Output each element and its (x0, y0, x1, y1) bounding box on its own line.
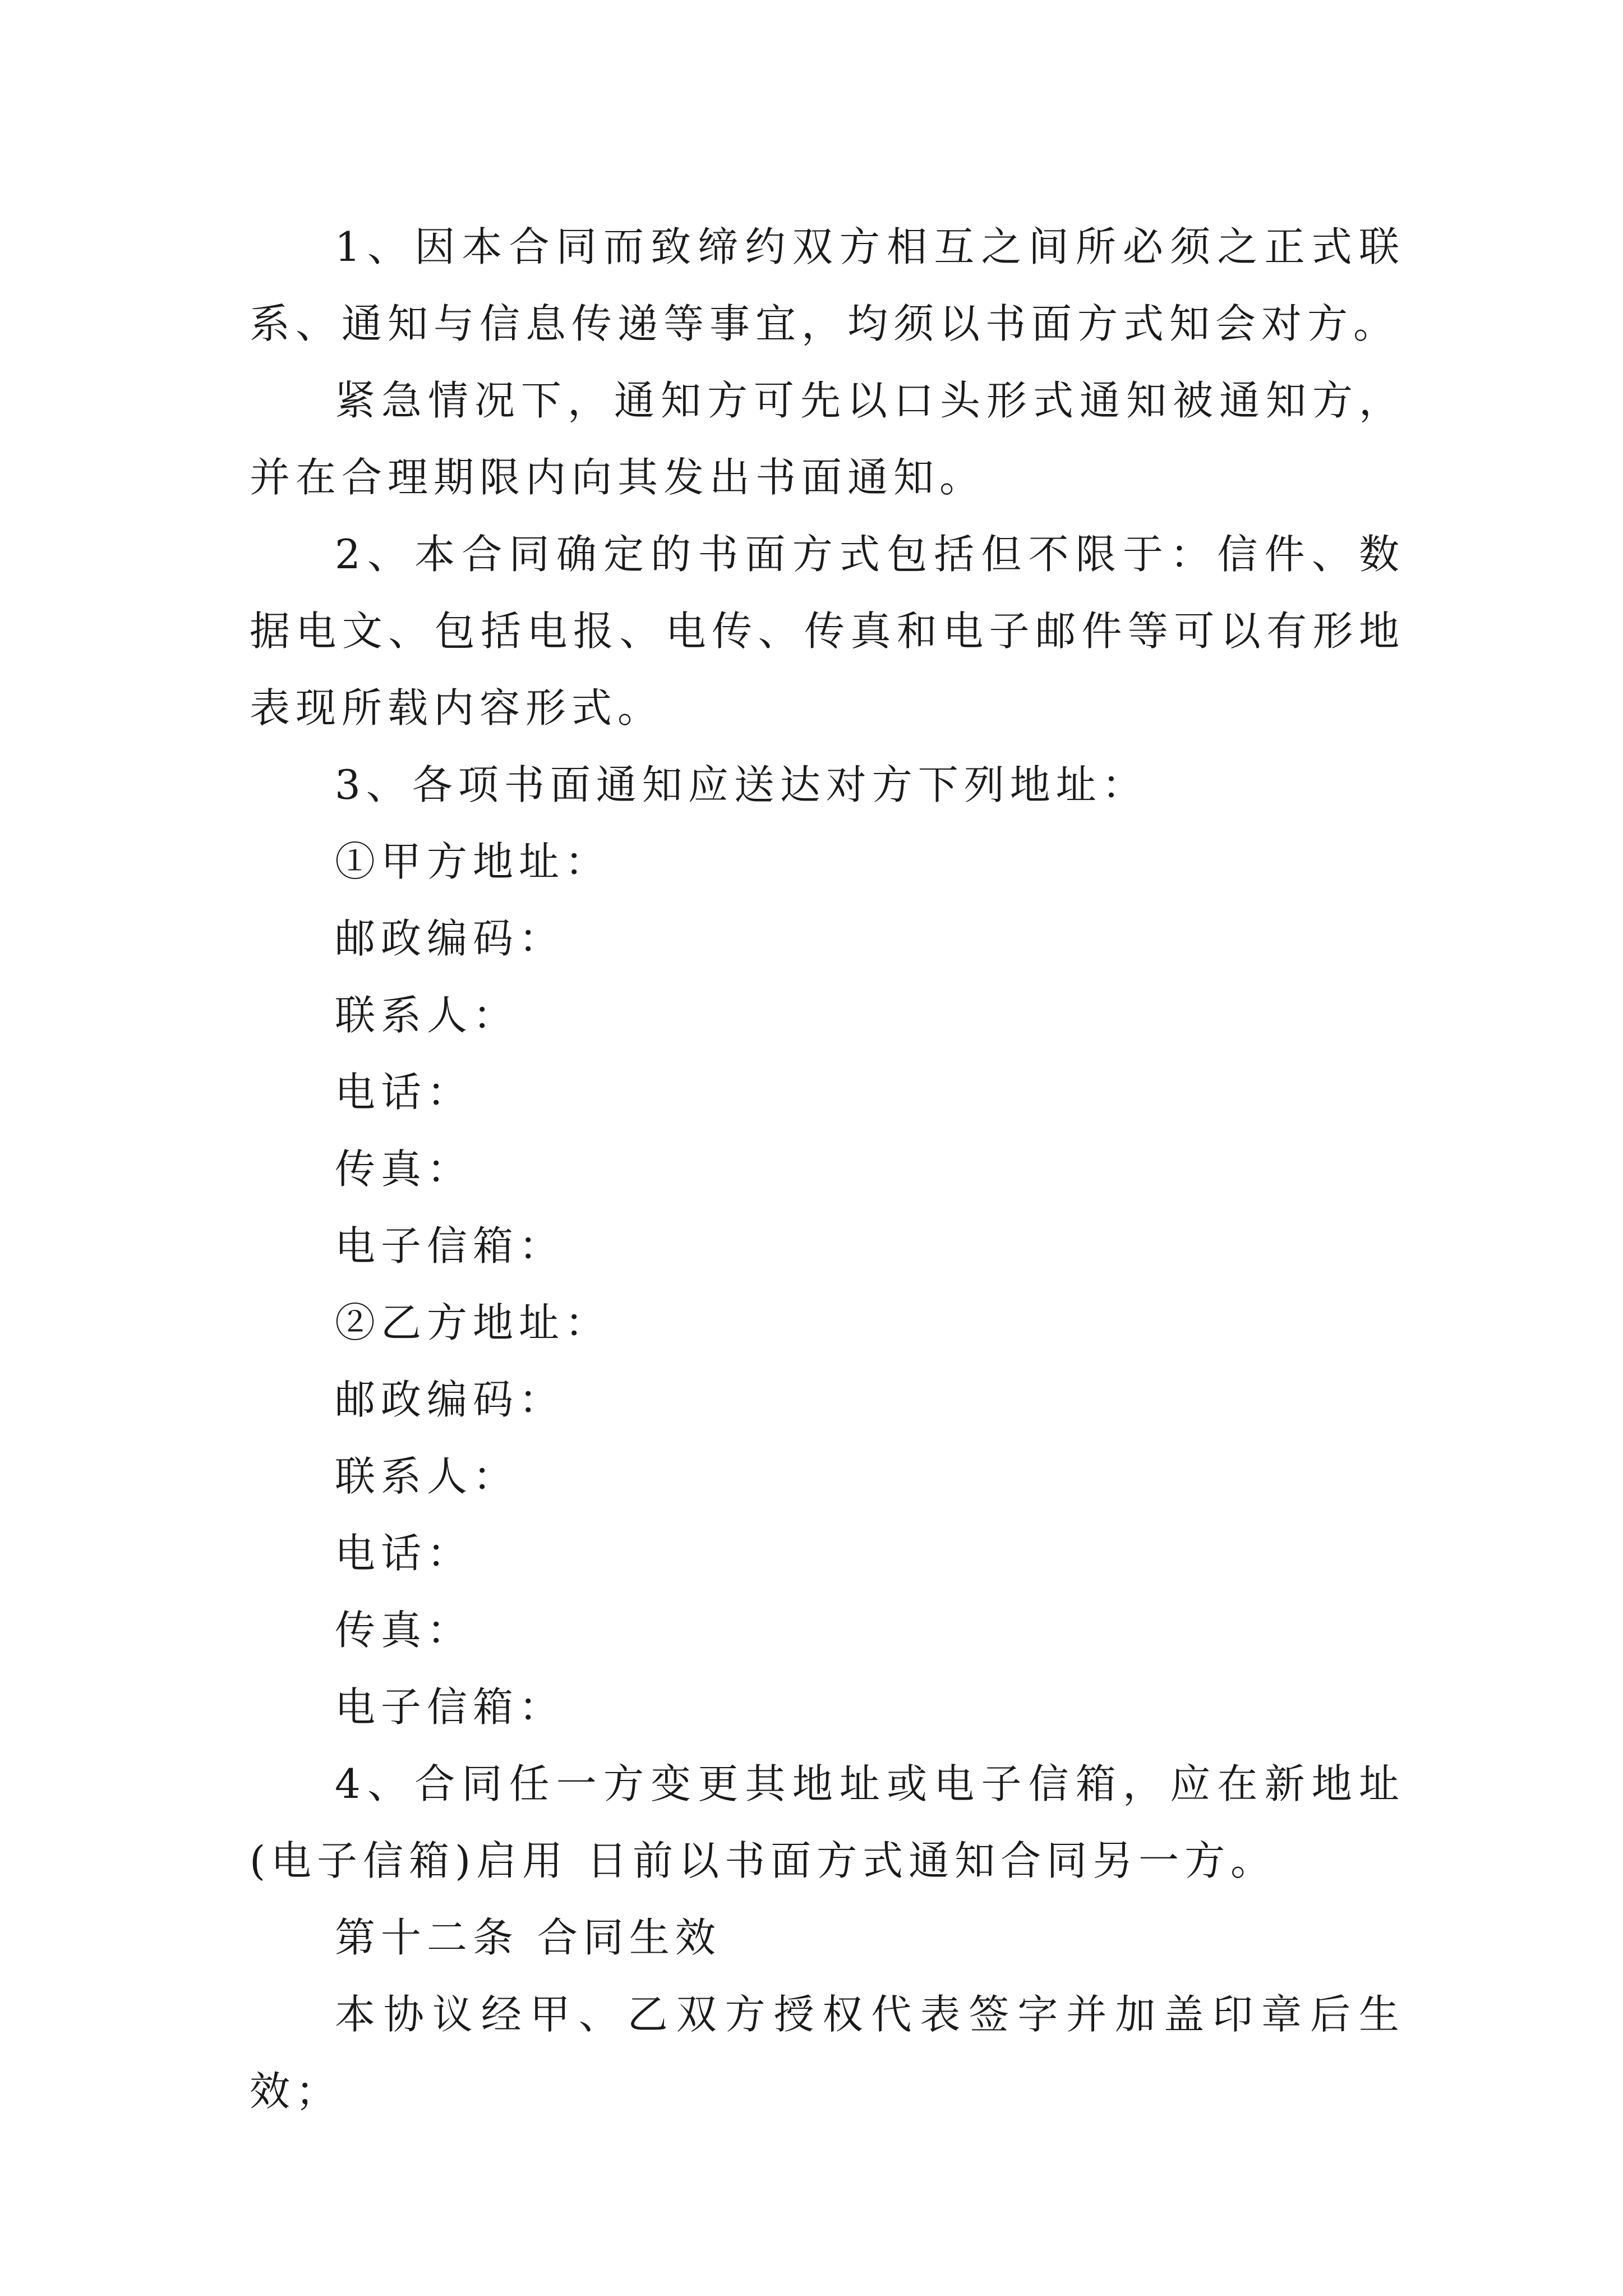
document-body (250, 209, 1405, 2130)
party-b-contact: 联系人： (335, 1453, 519, 1500)
paragraph-delivery-addresses: 3、各项书面通知应送达对方下列地址： (335, 761, 1148, 808)
party-b-address: ②乙方地址： (335, 1299, 611, 1346)
party-a-phone: 电话： (335, 1069, 473, 1116)
paragraph-effectiveness: 本协议经甲、乙双方授权代表签字并加盖印章后生效； (250, 1991, 1405, 2115)
party-a-postcode: 邮政编码： (335, 915, 565, 962)
article-12-heading: 第十二条 合同生效 (335, 1914, 721, 1961)
paragraph-notice-written-form: 1、因本合同而致缔约双方相互之间所必须之正式联系、通知与信息传递等事宜，均须以书面方式知会对方。 (250, 223, 1405, 347)
party-a-contact: 联系人： (335, 992, 519, 1039)
party-b-postcode: 邮政编码： (335, 1376, 565, 1423)
party-b-phone: 电话： (335, 1530, 473, 1577)
paragraph-address-change: 4、合同任一方变更其地址或电子信箱，应在新地址(电子信箱)启用 日前以书面方式通知合同另一方。 (250, 1760, 1405, 1884)
party-b-fax: 传真： (335, 1607, 473, 1654)
party-a-fax: 传真： (335, 1145, 473, 1193)
party-b-email: 电子信箱： (335, 1683, 565, 1731)
paragraph-urgent-notice: 紧急情况下，通知方可先以口头形式通知被通知方，并在合理期限内向其发出书面通知。 (250, 377, 1405, 501)
party-a-address: ①甲方地址： (335, 838, 611, 885)
party-a-email: 电子信箱： (335, 1222, 565, 1269)
paragraph-written-forms: 2、本合同确定的书面方式包括但不限于：信件、数据电文、包括电报、电传、传真和电子邮件等可以有形地表现所载内容形式。 (250, 531, 1405, 731)
